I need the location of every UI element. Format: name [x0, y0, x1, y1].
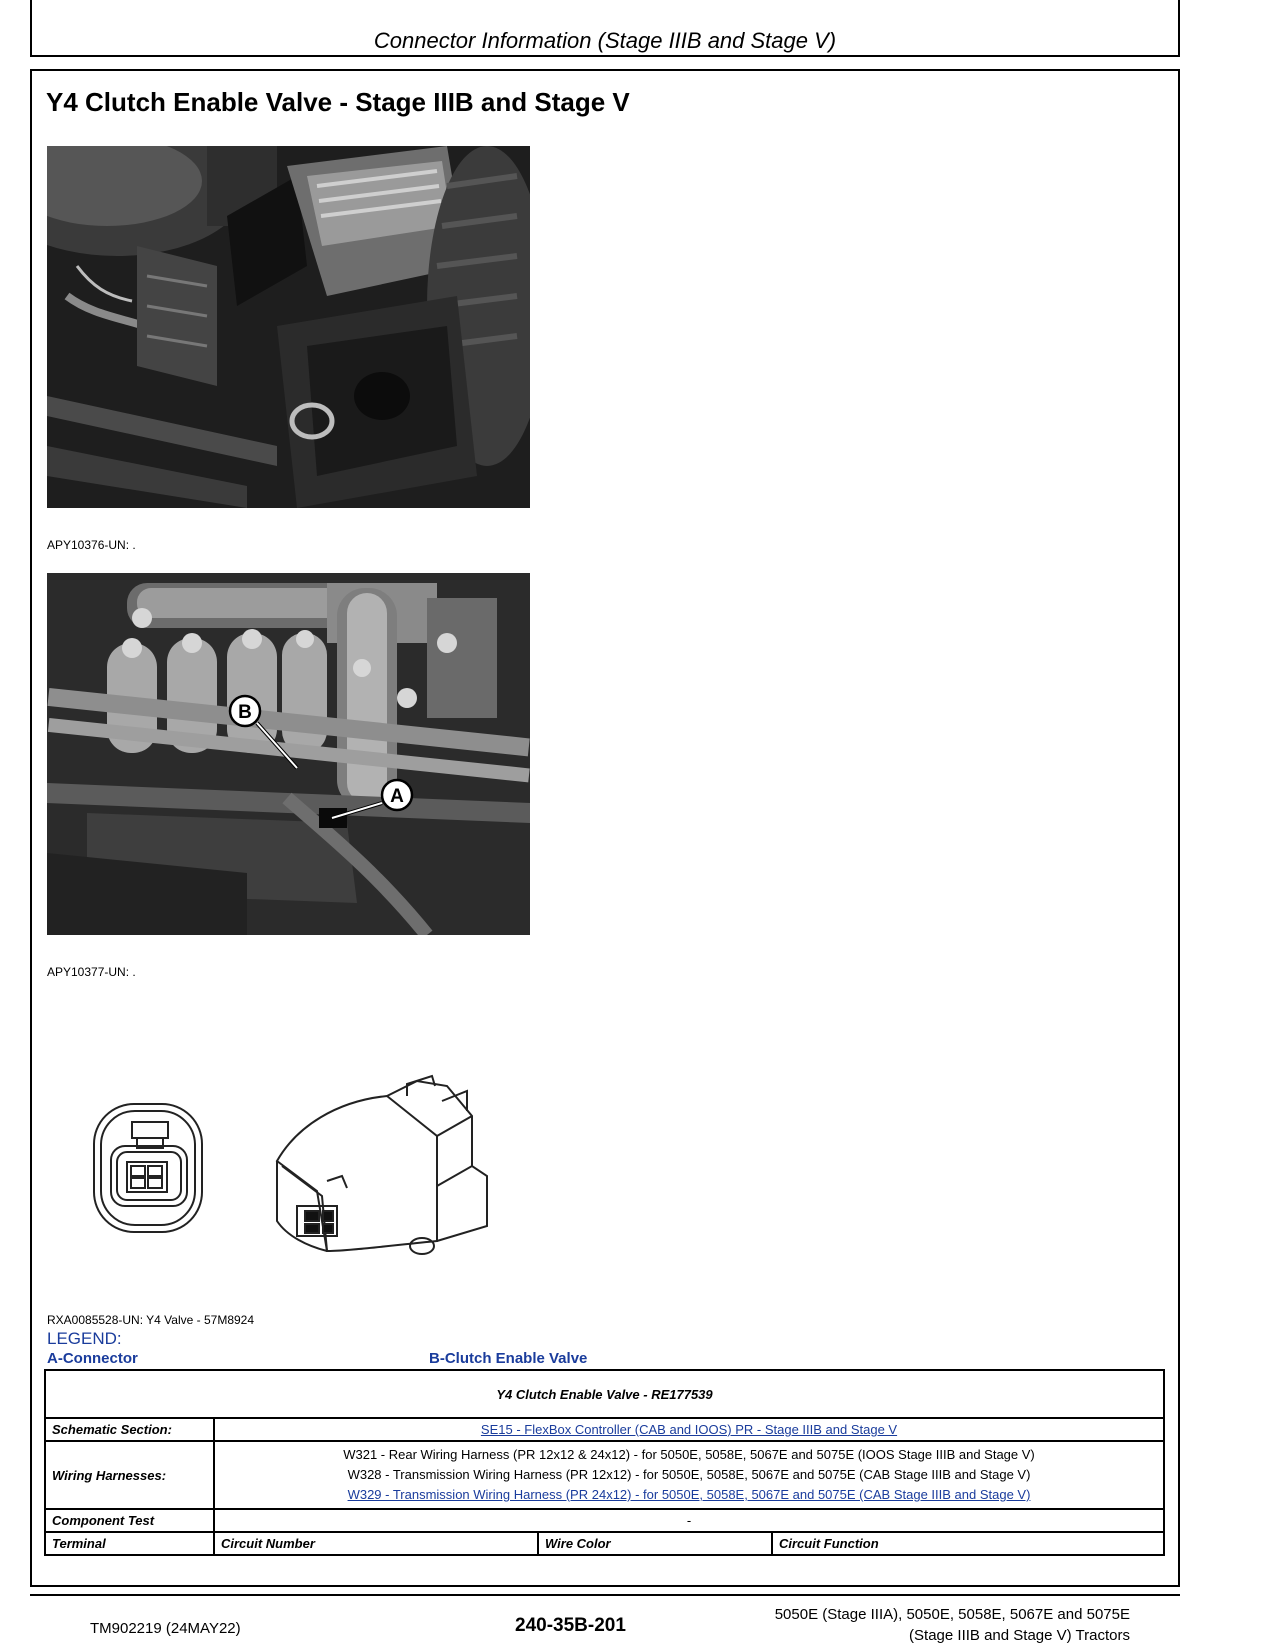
figure-valve-block-photo	[47, 573, 530, 935]
figure-location-photo	[47, 146, 530, 508]
table-heading: Y4 Clutch Enable Valve - RE177539	[45, 1370, 1164, 1418]
svg-text:A: A	[390, 786, 404, 807]
schematic-section-label: Schematic Section:	[45, 1418, 214, 1441]
svg-text:B: B	[238, 702, 252, 723]
column-header-terminal: Terminal	[45, 1532, 214, 1555]
schematic-section-link[interactable]: SE15 - FlexBox Controller (CAB and IOOS) PR - Stage IIIB and Stage V	[480, 1422, 898, 1437]
component-test-value: -	[214, 1509, 1164, 1532]
legend-title: LEGEND:	[47, 1329, 122, 1348]
harness-w321: W321 - Rear Wiring Harness (PR 12x12 & 24x12) - for 5050E, 5058E, 5067E and 5075E (IOOS Stage IIIB and Stage V)	[343, 1447, 1035, 1462]
page-header-frame	[30, 0, 1180, 57]
connector-info-table	[44, 1369, 1165, 1556]
content-frame	[30, 69, 1180, 1587]
footer-models	[775, 1604, 1130, 1646]
legend-item-a: A-Connector	[47, 1350, 138, 1367]
wiring-harnesses-label: Wiring Harnesses:	[45, 1441, 214, 1509]
callout-a	[382, 780, 412, 810]
footer-models-line2: (Stage IIIB and Stage V) Tractors	[909, 1627, 1130, 1644]
column-header-circuit-number: Circuit Number	[214, 1532, 538, 1555]
figure-caption: APY10377-UN: .	[47, 965, 136, 979]
component-test-label: Component Test	[45, 1509, 214, 1532]
callout-b	[230, 696, 260, 726]
section-title: Y4 Clutch Enable Valve - Stage IIIB and Stage V	[46, 87, 630, 117]
legend-item-b: B-Clutch Enable Valve	[429, 1350, 588, 1367]
page-header-title: Connector Information (Stage IIIB and Stage V)	[373, 28, 837, 53]
connector-drawing	[87, 1056, 557, 1301]
footer-manual-id: TM902219 (24MAY22)	[90, 1620, 241, 1637]
column-header-wire-color: Wire Color	[538, 1532, 772, 1555]
footer-page-number: 240-35B-201	[515, 1615, 626, 1636]
harness-w329-link[interactable]: W329 - Transmission Wiring Harness (PR 24x12) - for 5050E, 5058E, 5067E and 5075E (CAB Stage IIIB and Stage V)	[347, 1487, 1031, 1502]
harness-w328: W328 - Transmission Wiring Harness (PR 12x12) - for 5050E, 5058E, 5067E and 5075E (CAB Stage IIIB and Stage V)	[347, 1467, 1031, 1482]
footer-rule	[30, 1594, 1180, 1596]
figure-caption: APY10376-UN: .	[47, 538, 136, 552]
footer-models-line1: 5050E (Stage IIIA), 5050E, 5058E, 5067E and 5075E	[774, 1606, 1130, 1623]
figure-caption: RXA0085528-UN: Y4 Valve - 57M8924	[47, 1313, 255, 1327]
column-header-circuit-function: Circuit Function	[772, 1532, 1164, 1555]
